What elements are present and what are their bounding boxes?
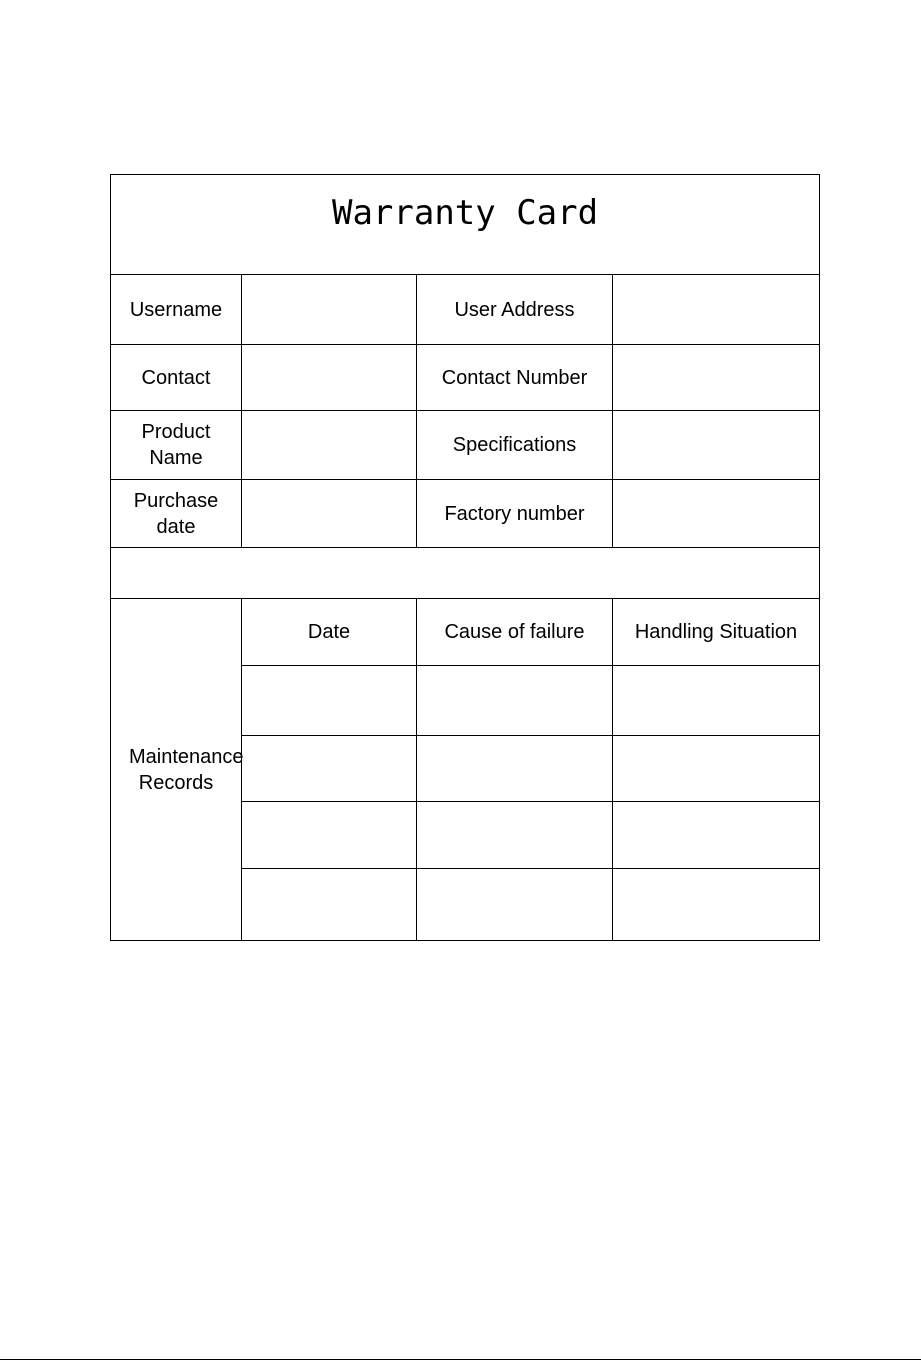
product-name-field[interactable] <box>242 411 417 480</box>
username-field[interactable] <box>242 275 417 345</box>
purchase-date-label: Purchase date <box>111 480 242 548</box>
maintenance-cause-cell[interactable] <box>417 802 613 869</box>
maintenance-cause-cell[interactable] <box>417 736 613 802</box>
maintenance-header-date: Date <box>242 599 417 666</box>
maintenance-records-label: Maintenance Records <box>111 599 242 941</box>
page-title: Warranty Card <box>331 193 599 233</box>
maintenance-header-handling: Handling Situation <box>613 599 820 666</box>
maintenance-header-cause: Cause of failure <box>417 599 613 666</box>
product-name-label: Product Name <box>111 411 242 480</box>
maintenance-handling-cell[interactable] <box>613 802 820 869</box>
maintenance-handling-cell[interactable] <box>613 869 820 941</box>
contact-number-label: Contact Number <box>417 345 613 411</box>
maintenance-cause-cell[interactable] <box>417 869 613 941</box>
maintenance-cause-cell[interactable] <box>417 666 613 736</box>
user-address-field[interactable] <box>613 275 820 345</box>
maintenance-date-cell[interactable] <box>242 802 417 869</box>
maintenance-handling-cell[interactable] <box>613 666 820 736</box>
maintenance-date-cell[interactable] <box>242 736 417 802</box>
blank-separator-row <box>111 548 820 599</box>
title-cell <box>111 175 820 275</box>
user-address-label: User Address <box>417 275 613 345</box>
page-bottom-rule <box>0 1359 921 1360</box>
factory-number-label: Factory number <box>417 480 613 548</box>
specifications-label: Specifications <box>417 411 613 480</box>
contact-label: Contact <box>111 345 242 411</box>
contact-field[interactable] <box>242 345 417 411</box>
contact-number-field[interactable] <box>613 345 820 411</box>
purchase-date-field[interactable] <box>242 480 417 548</box>
specifications-field[interactable] <box>613 411 820 480</box>
warranty-card-table <box>110 174 820 941</box>
maintenance-date-cell[interactable] <box>242 666 417 736</box>
username-label: Username <box>111 275 242 345</box>
factory-number-field[interactable] <box>613 480 820 548</box>
maintenance-date-cell[interactable] <box>242 869 417 941</box>
maintenance-handling-cell[interactable] <box>613 736 820 802</box>
